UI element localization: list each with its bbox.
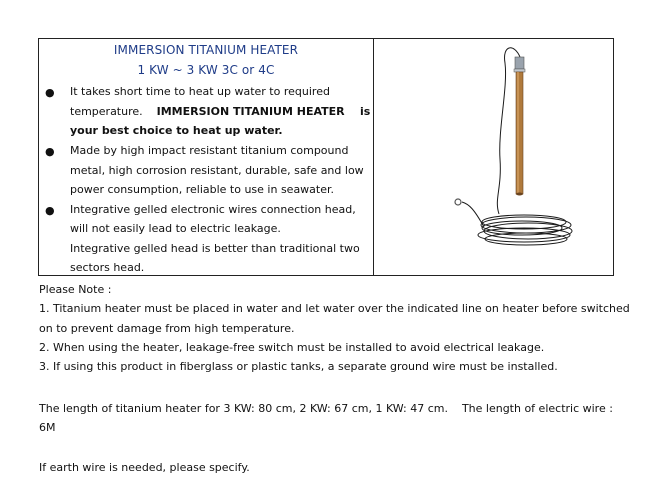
earth-wire-note: If earth wire is needed, please specify. [39,461,250,474]
feature-2-line-3: power consumption, reliable to use in seawater. [70,183,335,196]
feature-1-line-1: It takes short time to heat up water to required [70,85,330,98]
product-title: IMMERSION TITANIUM HEATER [113,43,299,57]
length-info-line-2: 6M [39,421,56,434]
note-item-1a: 1. Titanium heater must be placed in water and let water over the indicated line on heater before switched [39,302,630,315]
note-heading: Please Note : [39,283,112,296]
bullet-2: ● [45,145,55,158]
note-item-3: 3. If using this product in fiberglass or plastic tanks, a separate ground wire must be installed. [39,360,558,373]
feature-2-line-2: metal, high corrosion resistant, durable, safe and low [70,164,364,177]
product-subtitle: 1 KW ~ 3 KW 3C or 4C [137,63,275,77]
product-image-cell [374,39,613,275]
bullet-1: ● [45,86,55,99]
feature-3-line-3: Integrative gelled head is better than traditional two [70,242,360,255]
feature-3-line-2: will not easily lead to electric leakage. [70,222,281,235]
product-description-cell [39,39,373,275]
note-item-2: 2. When using the heater, leakage-free switch must be installed to avoid electrical leakage. [39,341,545,354]
feature-3-line-1: Integrative gelled electronic wires connection head, [70,203,356,216]
feature-1-line-3: your best choice to heat up water. [70,124,283,137]
note-item-1b: on to prevent damage from high temperature. [39,322,295,335]
feature-3-line-4: sectors head. [70,261,145,274]
product-info-table [38,38,614,276]
length-info-line-1: The length of titanium heater for 3 KW: 80 cm, 2 KW: 67 cm, 1 KW: 47 cm. The length of electric wire : [39,402,613,415]
bullet-3: ● [45,204,55,217]
feature-2-line-1: Made by high impact resistant titanium compound [70,144,349,157]
titanium-heater-illustration-icon [374,39,613,275]
feature-1-line-2: temperature. IMMERSION TITANIUM HEATER is [70,105,371,118]
